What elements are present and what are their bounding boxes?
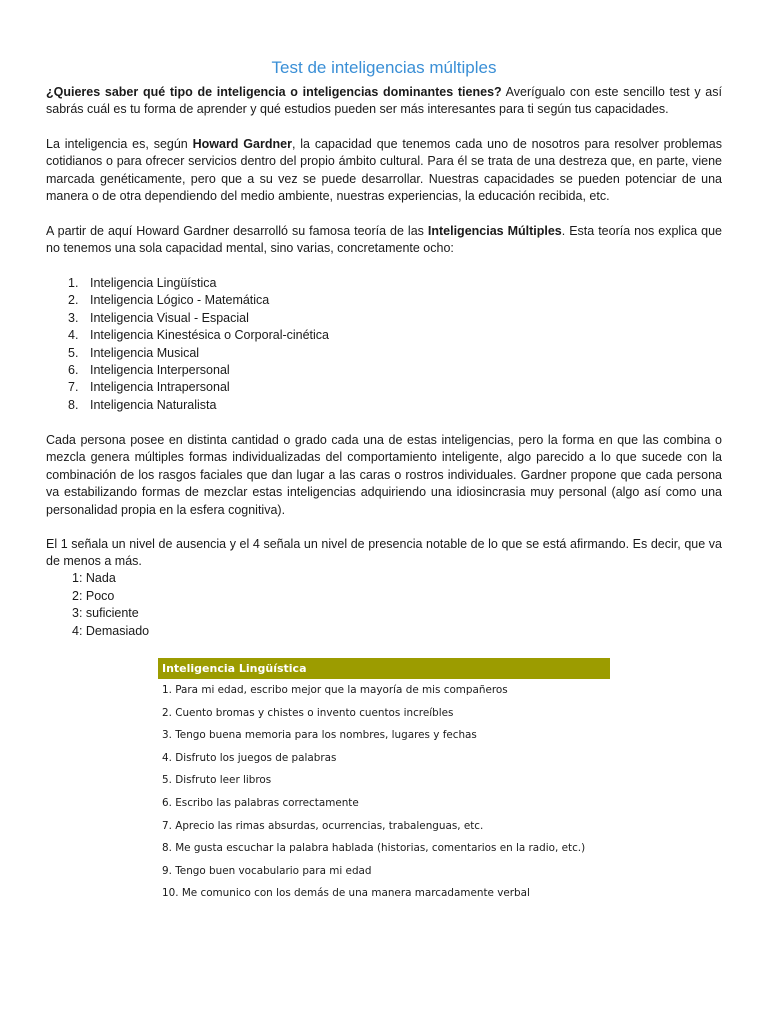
list-number: 4. <box>68 328 79 343</box>
list-label: Inteligencia Intrapersonal <box>90 380 230 395</box>
table-row: 1. Para mi edad, escribo mejor que la mayoría de mis compañeros <box>162 684 508 696</box>
table-header: Inteligencia Lingüística <box>158 658 610 679</box>
table-row: 3. Tengo buena memoria para los nombres, lugares y fechas <box>162 729 477 742</box>
theory-paragraph <box>46 223 722 258</box>
list-label: Inteligencia Kinestésica o Corporal-cinética <box>90 328 330 343</box>
list-label: Inteligencia Lógico - Matemática <box>90 293 270 308</box>
list-item <box>68 275 329 292</box>
scale-item: 4: Demasiado <box>72 623 150 638</box>
list-number: 8. <box>68 397 79 412</box>
theory-bold: Inteligencias Múltiples <box>427 224 562 238</box>
document-title: Test de inteligencias múltiples <box>271 58 497 78</box>
list-number: 1. <box>68 276 79 290</box>
scale-item: 2: Poco <box>72 588 115 603</box>
table-row: 10. Me comunico con los demás de una manera marcadamente verbal <box>162 887 530 900</box>
intro-question: ¿Quieres saber qué tipo de inteligencia o inteligencias dominantes tienes? <box>46 85 502 99</box>
list-item <box>68 292 329 309</box>
scale-item: 3: suficiente <box>72 606 139 621</box>
gardner-post: , la capacidad que tenemos cada uno de nosotros para resolver problemas cotidianos o para ofrecer servicios dentro del propio ámbito cultural. Para él se trata de una destreza que, en parte, viene marcada genéticamente, pero que a su vez se puede desarrollar. Nuestras capacidades se pueden potenciar de una manera o de otra dependiendo del medio ambiente, nuestras experiencias, la educación recibida, etc. <box>46 137 722 204</box>
table-row: 2. Cuento bromas y chistes o invento cuentos increíbles <box>162 706 454 719</box>
theory-pre: A partir de aquí Howard Gardner desarrolló su famosa teoría de las <box>46 224 428 238</box>
list-number: 6. <box>68 363 79 378</box>
list-item <box>68 362 329 379</box>
list-label: Inteligencia Visual - Espacial <box>90 310 249 325</box>
list-label: Inteligencia Lingüística <box>90 276 217 290</box>
list-number: 2. <box>68 293 79 308</box>
theory-post: . Esta teoría nos explica que no tenemos una sola capacidad mental, sino varias, concretamente ocho: <box>46 224 722 256</box>
list-item <box>68 310 329 327</box>
table-row: 5. Disfruto leer libros <box>162 774 272 787</box>
intelligences-list <box>68 275 329 414</box>
table-row: 7. Aprecio las rimas absurdas, ocurrencias, trabalenguas, etc. <box>162 819 484 832</box>
linguistic-intelligence-table <box>158 658 610 905</box>
gardner-pre: La inteligencia es, según <box>46 137 193 151</box>
table-row: 4. Disfruto los juegos de palabras <box>162 751 337 764</box>
table-row: 9. Tengo buen vocabulario para mi edad <box>162 864 372 877</box>
list-item <box>68 397 329 414</box>
list-number: 5. <box>68 345 79 360</box>
list-item <box>68 345 329 362</box>
scale-intro-paragraph: El 1 señala un nivel de ausencia y el 4 señala un nivel de presencia notable de lo que se está afirmando. Es decir, que va de menos a más. <box>46 537 722 569</box>
list-label: Inteligencia Musical <box>90 345 200 360</box>
list-number: 3. <box>68 310 79 325</box>
list-number: 7. <box>68 380 79 395</box>
table-row: 6. Escribo las palabras correctamente <box>162 796 359 809</box>
table-row: 8. Me gusta escuchar la palabra hablada (historias, comentarios en la radio, etc.) <box>162 842 586 855</box>
intro-paragraph <box>46 84 722 119</box>
gardner-paragraph <box>46 136 722 206</box>
gardner-name: Howard Gardner <box>192 137 292 151</box>
list-label: Inteligencia Interpersonal <box>90 363 230 378</box>
scale-item: 1: Nada <box>72 571 116 585</box>
list-item <box>68 327 329 344</box>
list-label: Inteligencia Naturalista <box>90 397 217 412</box>
scale-legend <box>72 570 149 640</box>
combination-paragraph: Cada persona posee en distinta cantidad o grado cada una de estas inteligencias, pero la forma en que las combina o mezcla genera múltiples formas individualizadas del comportamiento inteligente, algo parecido a lo que sucede con la combinación de los rasgos faciales que dan lugar a las caras o rostros individuales. Gardner propone que cada persona va estabilizando formas de mezclar estas inteligencias adquiriendo una idiosincrasia muy personal (algo así como una personalidad propia en la esfera cognitiva). <box>46 433 722 517</box>
intro-text: Averígualo con este sencillo test y así sabrás cuál es tu forma de aprender y qué estudios pueden ser más interesantes para ti según tus capacidades. <box>46 85 722 117</box>
list-item <box>68 379 329 396</box>
